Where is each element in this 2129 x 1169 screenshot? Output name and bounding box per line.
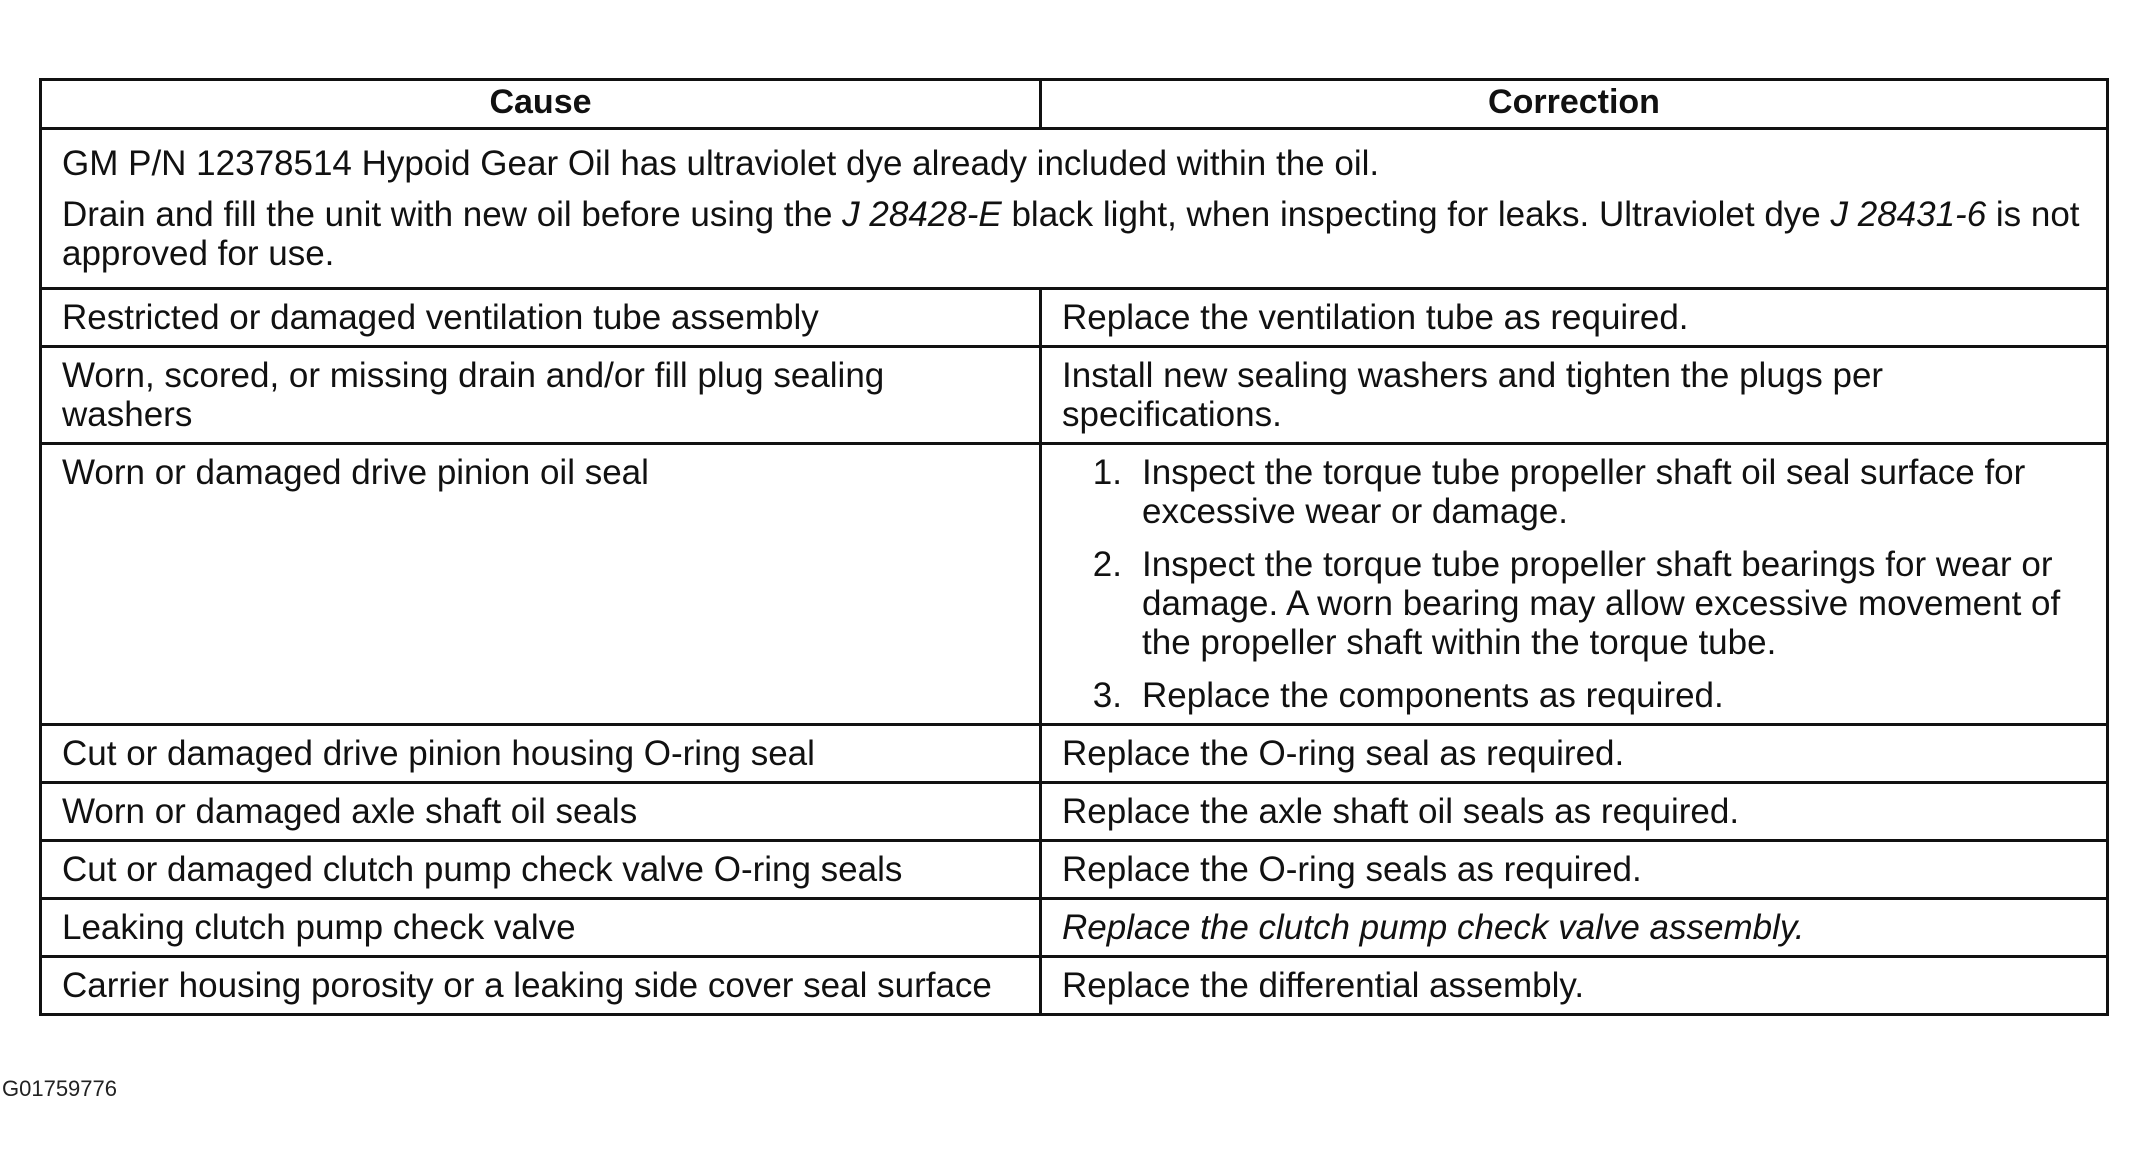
cause-cell: Worn, scored, or missing drain and/or fill plug sealing washers — [41, 347, 1041, 444]
table-row — [41, 841, 2108, 899]
correction-cell: Replace the O-ring seal as required. — [1041, 725, 2108, 783]
cause-cell: Worn or damaged drive pinion oil seal — [41, 444, 1041, 725]
notice-text: is not approved for use. — [62, 195, 2080, 273]
cause-cell: Worn or damaged axle shaft oil seals — [41, 783, 1041, 841]
cause-cell: Cut or damaged clutch pump check valve O-ring seals — [41, 841, 1041, 899]
correction-cell: Replace the ventilation tube as required. — [1041, 289, 2108, 347]
notice-line-1: GM P/N 12378514 Hypoid Gear Oil has ultraviolet dye already included within the oil. — [62, 144, 1380, 183]
table-row — [41, 289, 2108, 347]
step-text: Inspect the torque tube propeller shaft oil seal surface for excessive wear or damage. — [1142, 453, 2026, 531]
notice-row — [41, 129, 2108, 289]
notice-line-2 — [62, 195, 2086, 273]
cause-cell: Leaking clutch pump check valve — [41, 899, 1041, 957]
correction-cell: Replace the axle shaft oil seals as required. — [1041, 783, 2108, 841]
cause-cell: Carrier housing porosity or a leaking side cover seal surface — [41, 957, 1041, 1015]
table-header-row — [41, 80, 2108, 129]
tool-number-black-light: J 28428-E — [842, 195, 1002, 234]
header-cause: Cause — [41, 80, 1041, 129]
correction-cell — [1041, 444, 2108, 725]
step-number: 1. — [1092, 453, 1122, 492]
figure-id: G01759776 — [2, 1076, 117, 1101]
correction-step — [1062, 545, 2086, 662]
step-text: Replace the components as required. — [1142, 676, 1724, 715]
header-correction: Correction — [1041, 80, 2108, 129]
step-number: 3. — [1092, 676, 1122, 715]
step-number: 2. — [1092, 545, 1122, 584]
cause-cell: Cut or damaged drive pinion housing O-ring seal — [41, 725, 1041, 783]
correction-cell: Replace the clutch pump check valve assembly. — [1041, 899, 2108, 957]
correction-cell: Replace the differential assembly. — [1041, 957, 2108, 1015]
table-row — [41, 444, 2108, 725]
notice-cell — [41, 129, 2108, 289]
cause-cell: Restricted or damaged ventilation tube assembly — [41, 289, 1041, 347]
table-row — [41, 899, 2108, 957]
table-row — [41, 725, 2108, 783]
tool-number-uv-dye: J 28431-6 — [1830, 195, 1987, 234]
correction-step — [1062, 676, 2086, 715]
correction-step — [1062, 453, 2086, 531]
table-row — [41, 783, 2108, 841]
step-text: Inspect the torque tube propeller shaft bearings for wear or damage. A worn bearing may allow excessive movement of the propeller shaft within the torque tube. — [1142, 545, 2061, 662]
correction-cell: Replace the O-ring seals as required. — [1041, 841, 2108, 899]
table-row — [41, 957, 2108, 1015]
notice-text: Drain and fill the unit with new oil before using the — [62, 195, 843, 234]
notice-text: black light, when inspecting for leaks. Ultraviolet dye — [1001, 195, 1831, 234]
table-row — [41, 347, 2108, 444]
cause-correction-table — [39, 78, 2109, 1016]
correction-steps-list — [1062, 453, 2086, 715]
correction-cell: Install new sealing washers and tighten the plugs per specifications. — [1041, 347, 2108, 444]
